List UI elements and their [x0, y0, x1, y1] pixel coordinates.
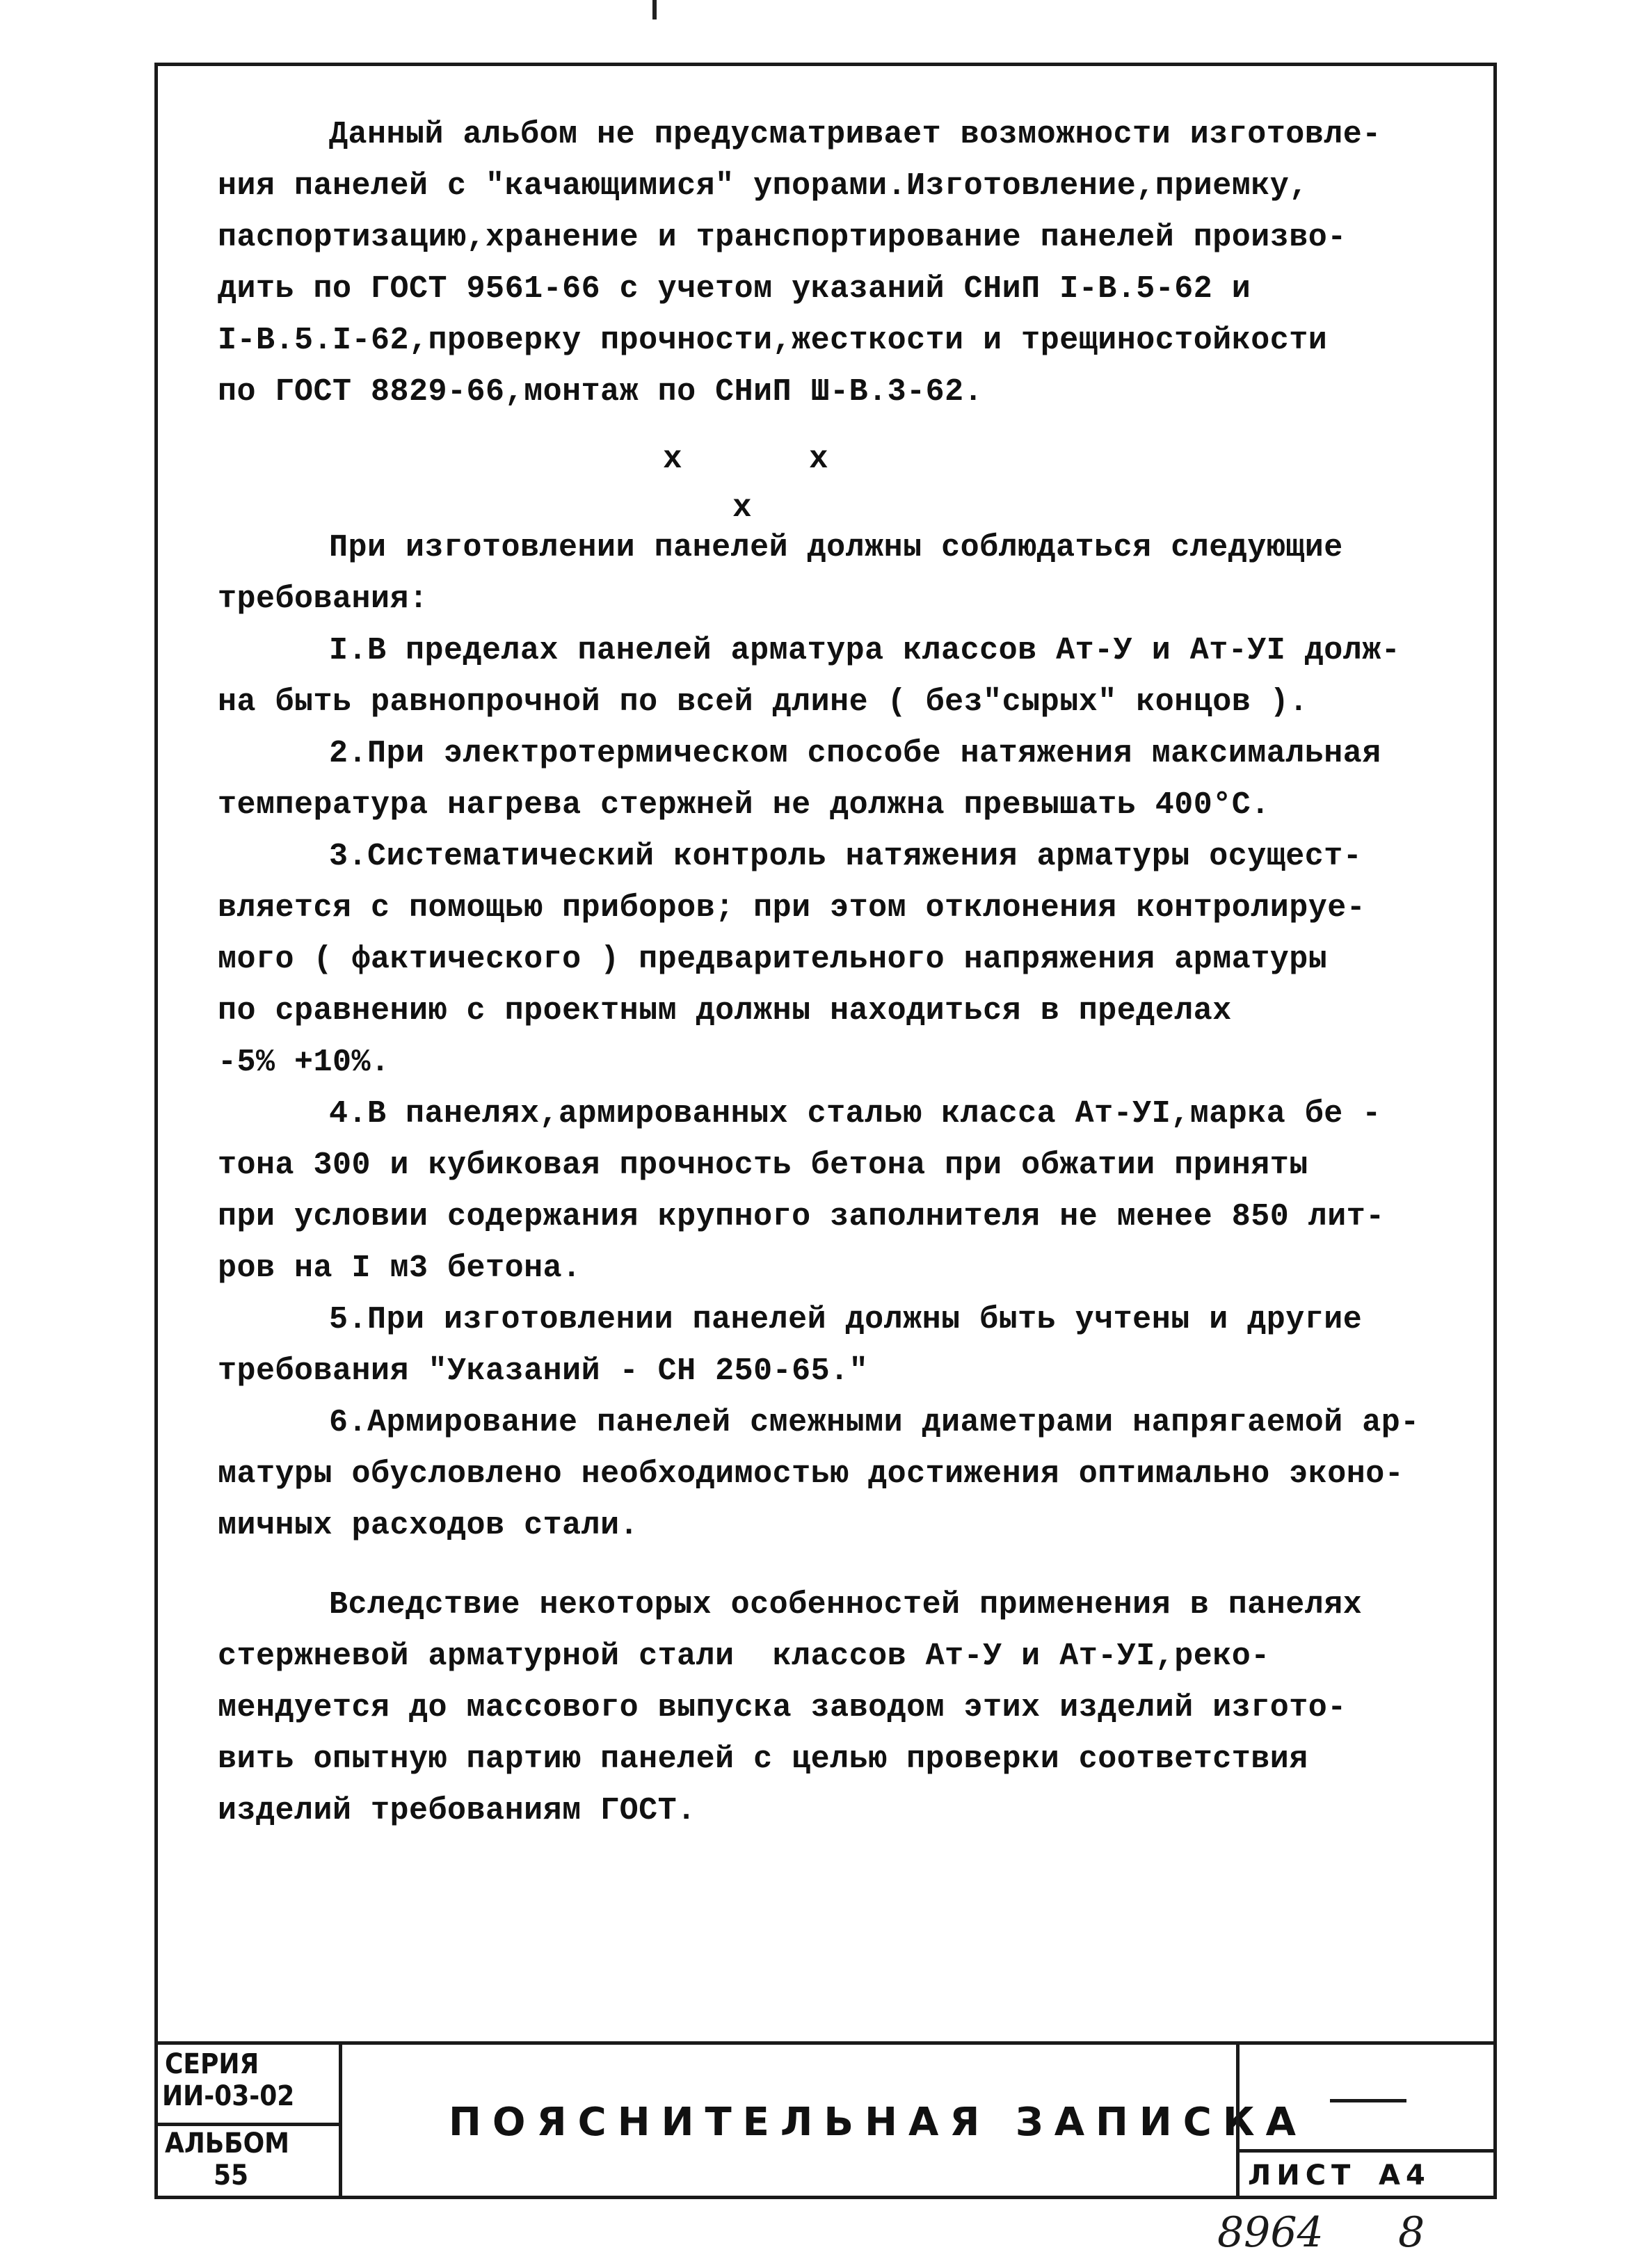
- text-line: требования "Указаний - СН 250-65.": [218, 1353, 869, 1389]
- series-label: СЕРИЯ: [165, 2048, 259, 2080]
- requirement-item: [218, 831, 1456, 1088]
- text-line: тона 300 и кубиковая прочность бетона при обжатии приняты: [218, 1148, 1308, 1183]
- album-label: АЛЬБОМ: [165, 2128, 289, 2160]
- requirement-item: [218, 625, 1456, 728]
- text-line: вляется с помощью приборов; при этом отклонения контролируе-: [218, 890, 1366, 926]
- requirement-item: [218, 1088, 1456, 1294]
- text-line: 2.При электротермическом способе натяжения максимальная: [329, 736, 1381, 771]
- sheet-number-box: [1240, 2149, 1497, 2203]
- document-title: ПОЯСНИТЕЛЬНАЯ ЗАПИСКА: [449, 2099, 1307, 2145]
- document-frame: [154, 63, 1497, 2199]
- requirement-item: [218, 728, 1456, 831]
- text-line: Данный альбом не предусматривает возможности изготовле-: [329, 117, 1381, 152]
- intro-paragraph: [218, 109, 1456, 418]
- text-line: по сравнению с проектным должны находиться в пределах: [218, 993, 1232, 1029]
- album-value: 55: [214, 2160, 249, 2191]
- requirement-item: [218, 1397, 1456, 1552]
- text-line: по ГОСТ 8829-66,монтаж по СНиП Ш-В.3-62.: [218, 374, 984, 410]
- handwritten-page: 8: [1398, 2208, 1425, 2257]
- separator-mark: x: [663, 441, 683, 477]
- title-block: [158, 2041, 1493, 2199]
- sheet-label: ЛИСТ: [1248, 2160, 1356, 2191]
- separator-mark: x: [732, 490, 753, 526]
- text-line: I.В пределах панелей арматура классов Ат-У и Ат-УI долж-: [329, 633, 1401, 668]
- text-line: Вследствие некоторых особенностей применения в панелях: [329, 1587, 1363, 1623]
- text-line: температура нагрева стержней не должна превышать 400°С.: [218, 787, 1270, 823]
- explanatory-text: [218, 109, 1456, 1837]
- text-line: паспортизацию,хранение и транспортирование панелей произво-: [218, 220, 1347, 255]
- dash-mark: [1330, 2099, 1406, 2102]
- text-line: при условии содержания крупного заполнителя не менее 850 лит-: [218, 1199, 1385, 1234]
- text-line: вить опытную партию панелей с целью проверки соответствия: [218, 1742, 1308, 1777]
- text-line: 6.Армирование панелей смежными диаметрами напрягаемой ар-: [329, 1405, 1420, 1440]
- section-separator: [218, 418, 1456, 526]
- series-value: ИИ-03-02: [162, 2080, 295, 2112]
- text-line: стержневой арматурной стали классов Ат-У и Ат-УI,реко-: [218, 1639, 1270, 1674]
- text-line: мичных расходов стали.: [218, 1508, 639, 1543]
- text-line: 5.При изготовлении панелей должны быть учтены и другие: [329, 1302, 1363, 1337]
- text-line: 3.Систематический контроль натяжения арматуры осущест-: [329, 839, 1363, 874]
- text-line: При изготовлении панелей должны соблюдаться следующие: [329, 530, 1343, 565]
- requirements-intro: [218, 522, 1456, 625]
- separator-mark: x: [809, 441, 829, 477]
- text-line: дить по ГОСТ 9561-66 с учетом указаний СНиП I-В.5-62 и: [218, 271, 1251, 307]
- text-line: на быть равнопрочной по всей длине ( без"сырых" концов ).: [218, 684, 1308, 720]
- text-line: -5% +10%.: [218, 1045, 390, 1080]
- text-line: мендуется до массового выпуска заводом этих изделий изгото-: [218, 1690, 1347, 1726]
- text-line: 4.В панелях,армированных сталью класса Ат-УI,марка бе -: [329, 1096, 1381, 1132]
- text-line: мого ( фактического ) предварительного напряжения арматуры: [218, 942, 1328, 977]
- sheet-number: А4: [1379, 2160, 1431, 2191]
- text-line: изделий требованиям ГОСТ.: [218, 1793, 696, 1828]
- text-line: I-В.5.I-62,проверку прочности,жесткости и трещиностойкости: [218, 323, 1328, 358]
- text-line: ров на I м3 бетона.: [218, 1250, 582, 1286]
- requirement-item: [218, 1294, 1456, 1397]
- text-line: ния панелей с "качающимися" упорами.Изготовление,приемку,: [218, 168, 1308, 204]
- scan-mark: [652, 0, 657, 19]
- closing-paragraph: [218, 1579, 1456, 1837]
- series-album-cell: [158, 2045, 342, 2199]
- sheet-cell: [1236, 2045, 1497, 2199]
- text-line: требования:: [218, 581, 428, 617]
- text-line: матуры обусловлено необходимостью достижения оптимально эконо-: [218, 1456, 1404, 1492]
- handwritten-number: 8964: [1217, 2208, 1324, 2257]
